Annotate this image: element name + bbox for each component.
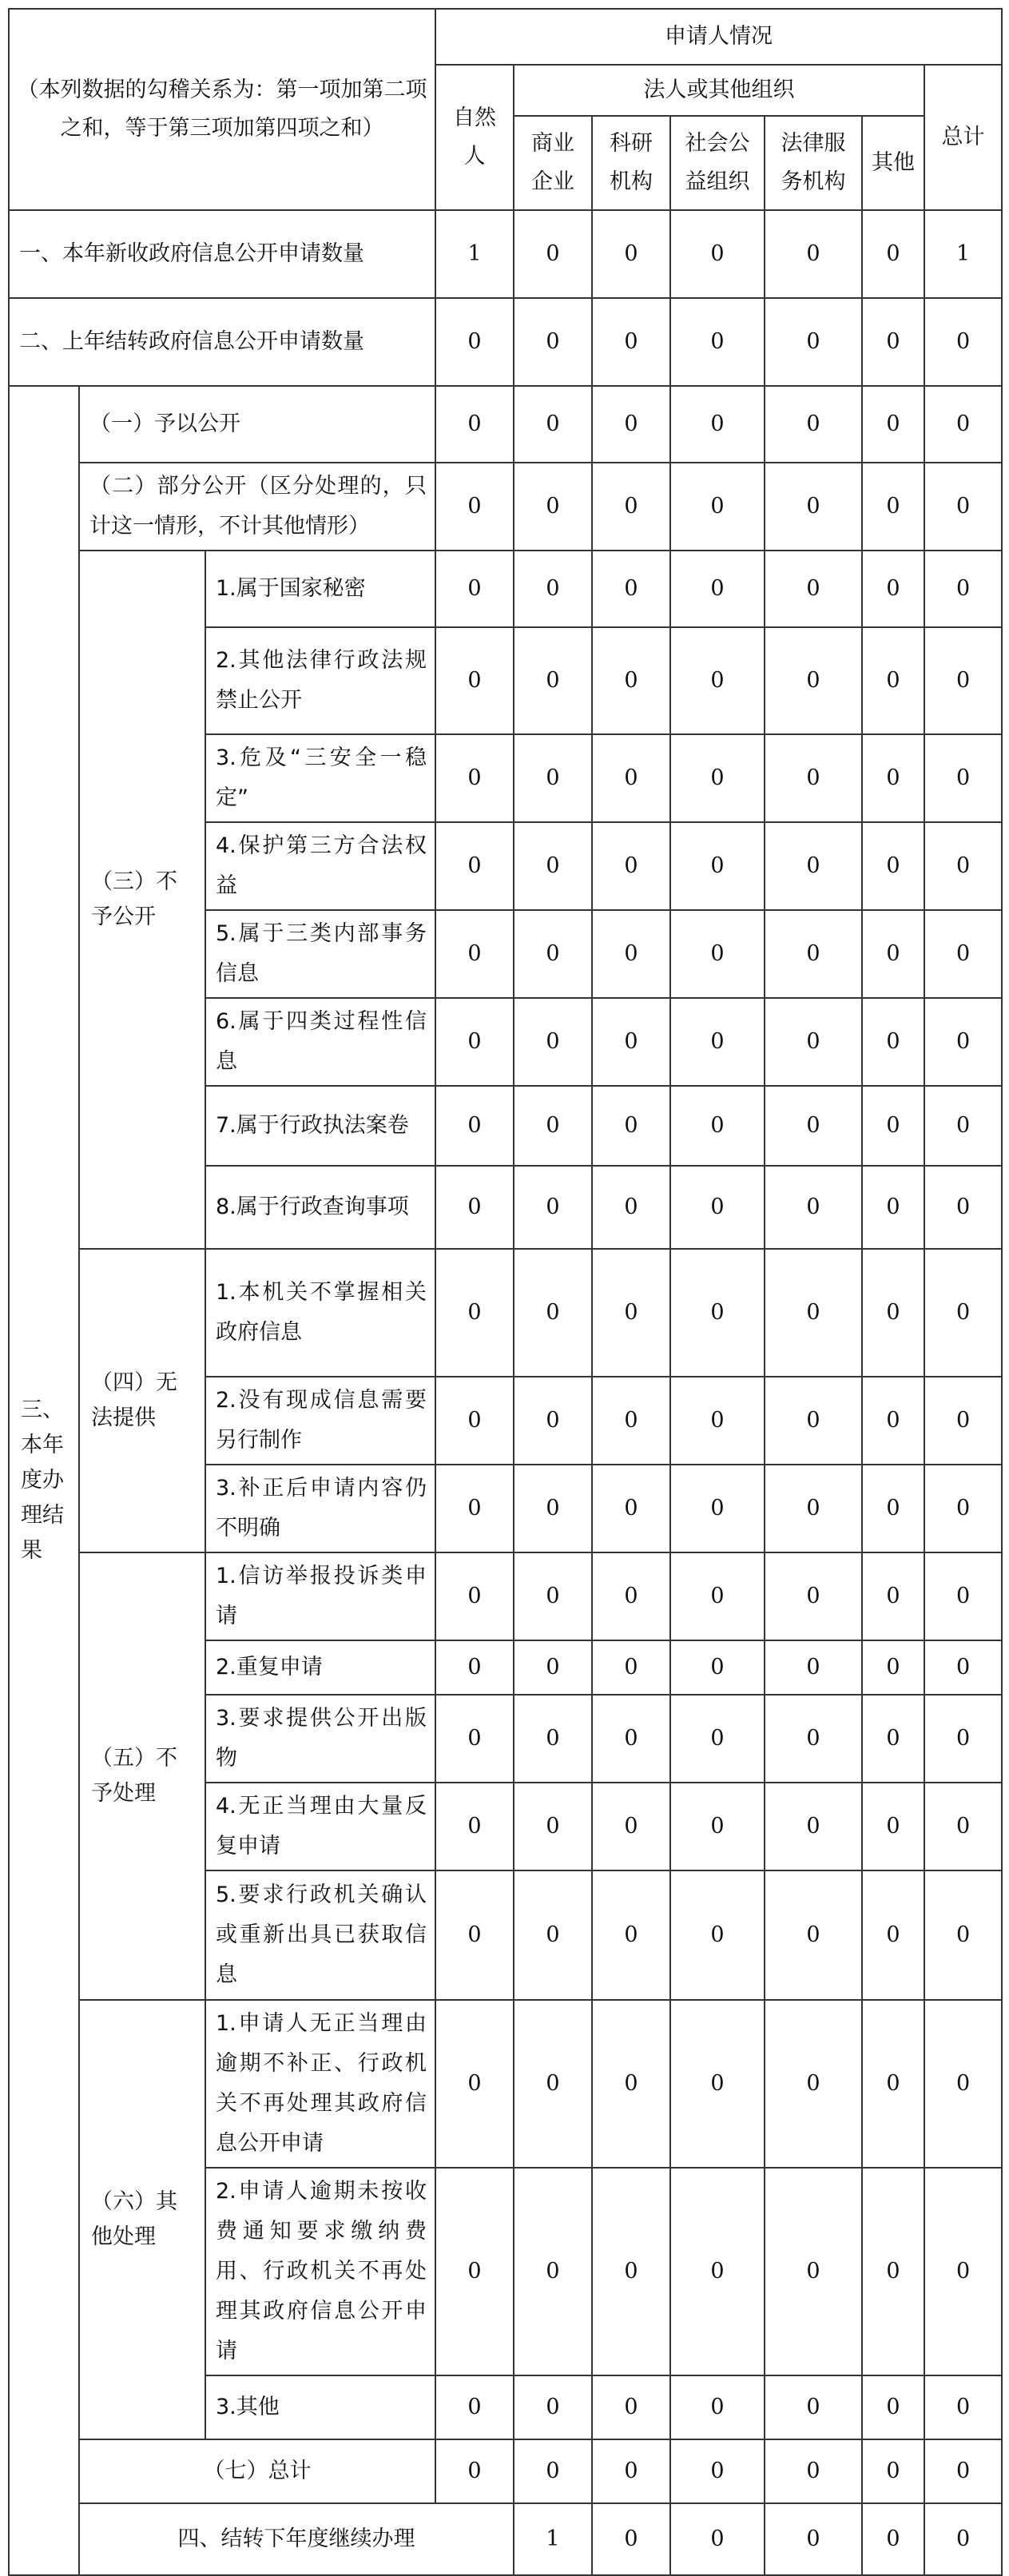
cell-business: 0: [514, 210, 592, 298]
cell-social: 0: [670, 1552, 765, 1640]
cell-research: 0: [592, 910, 670, 998]
cell-other: 0: [862, 1086, 924, 1166]
row-label: 8.属于行政查询事项: [205, 1166, 435, 1249]
cell-other: 0: [862, 1249, 924, 1377]
cell-business: 0: [514, 1086, 592, 1166]
cell-natural-person: 0: [435, 627, 514, 734]
cell-total: 0: [924, 998, 1002, 1086]
cell-legal: 0: [765, 1086, 862, 1166]
row-label: （一）予以公开: [79, 386, 435, 463]
row-label: 2.重复申请: [205, 1640, 435, 1695]
cell-social: 0: [670, 1695, 765, 1783]
cell-research: 0: [592, 1695, 670, 1783]
cell-business: 0: [514, 386, 592, 463]
row-label: 1.申请人无正当理由逾期不补正、行政机关不再处理其政府信息公开申请: [205, 2000, 435, 2168]
cell-research: 0: [592, 1166, 670, 1249]
row-label: 3.其他: [205, 2375, 435, 2439]
cell-social: 0: [670, 2168, 765, 2375]
cell-social: 0: [670, 1249, 765, 1377]
cell-other: 0: [862, 1552, 924, 1640]
header-natural-person: 自然人: [435, 65, 514, 210]
row-label: 1.本机关不掌握相关政府信息: [205, 1249, 435, 1377]
cell-total: 1: [924, 210, 1002, 298]
cell-business: 0: [514, 1640, 592, 1695]
cell-social: 0: [670, 2439, 765, 2503]
cell-natural-person: 0: [435, 1166, 514, 1249]
cell-social: 0: [670, 386, 765, 463]
cell-social: 0: [670, 1640, 765, 1695]
row-label: 2.没有现成信息需要另行制作: [205, 1377, 435, 1465]
cell-legal: 0: [765, 1783, 862, 1870]
cell-research: 0: [592, 734, 670, 822]
cell-natural-person: 0: [435, 1695, 514, 1783]
cell-research: 0: [592, 2168, 670, 2375]
cell-social: 0: [765, 2503, 862, 2575]
government-info-disclosure-table: [8, 8, 1003, 2576]
cell-research: 0: [592, 298, 670, 386]
cell-natural-person: 0: [435, 822, 514, 910]
cell-social: 0: [670, 822, 765, 910]
cell-total: 0: [924, 1783, 1002, 1870]
cell-total: 0: [924, 2439, 1002, 2503]
section-3-label: 三、本年度办理结果: [9, 386, 79, 2575]
table-row: [9, 298, 1002, 386]
cell-other: 0: [862, 1783, 924, 1870]
cell-natural-person: 1: [435, 210, 514, 298]
cell-social: 0: [670, 1166, 765, 1249]
header-social: 社会公益组织: [670, 116, 765, 210]
cell-social: 0: [670, 1465, 765, 1552]
cell-social: 0: [670, 1870, 765, 2000]
cell-business: 0: [514, 1166, 592, 1249]
cell-legal: 0: [765, 298, 862, 386]
cell-legal: 0: [765, 822, 862, 910]
cell-natural-person: 0: [435, 1465, 514, 1552]
cell-natural-person: 0: [435, 1870, 514, 2000]
cell-business: 0: [514, 1695, 592, 1783]
table-row: [9, 1249, 1002, 1377]
cell-other: 0: [862, 2000, 924, 2168]
cell-natural-person: 0: [435, 1249, 514, 1377]
header-other: 其他: [862, 116, 924, 210]
cell-legal: 0: [765, 2000, 862, 2168]
cell-total: 0: [924, 1552, 1002, 1640]
row-label: 3.补正后申请内容仍不明确: [205, 1465, 435, 1552]
cell-other: 0: [862, 463, 924, 551]
cell-research: 0: [592, 1249, 670, 1377]
cell-social: 0: [670, 2000, 765, 2168]
cell-other: 0: [862, 551, 924, 627]
cell-total: 0: [924, 1086, 1002, 1166]
table-row: [9, 386, 1002, 463]
table-row: [9, 551, 1002, 627]
cell-other: 0: [862, 1465, 924, 1552]
row-label: 4.保护第三方合法权益: [205, 822, 435, 910]
cell-legal: 0: [765, 2439, 862, 2503]
row-label: 6.属于四类过程性信息: [205, 998, 435, 1086]
cell-total: 0: [924, 734, 1002, 822]
row-label: 1.属于国家秘密: [205, 551, 435, 627]
cell-research: 0: [592, 210, 670, 298]
cell-social: 0: [670, 1783, 765, 1870]
cell-natural-person: 0: [435, 551, 514, 627]
row-label: 二、上年结转政府信息公开申请数量: [9, 298, 435, 386]
cell-social: 0: [670, 463, 765, 551]
cell-legal: 0: [765, 1552, 862, 1640]
cell-legal: 0: [765, 2168, 862, 2375]
cell-business: 0: [514, 627, 592, 734]
cell-other: 0: [862, 2375, 924, 2439]
cell-natural-person: 0: [435, 1377, 514, 1465]
header-applicant-group: 申请人情况: [435, 9, 1002, 65]
cell-business: 0: [514, 998, 592, 1086]
header-business: 商业企业: [514, 116, 592, 210]
header-research: 科研机构: [592, 116, 670, 210]
cell-legal: 0: [765, 1249, 862, 1377]
cell-other: 0: [862, 998, 924, 1086]
cell-other: 0: [862, 1377, 924, 1465]
cell-natural-person: 0: [435, 1783, 514, 1870]
header-org-group: 法人或其他组织: [514, 65, 924, 116]
cell-total: 0: [924, 1695, 1002, 1783]
row-label: 1.信访举报投诉类申请: [205, 1552, 435, 1640]
cell-other: 0: [862, 2168, 924, 2375]
table-row: [9, 463, 1002, 551]
cell-research: 0: [592, 822, 670, 910]
cell-legal: 0: [765, 1640, 862, 1695]
header-total: 总计: [924, 65, 1002, 210]
cell-business: 0: [514, 734, 592, 822]
cell-social: 0: [670, 1086, 765, 1166]
cell-business: 0: [514, 2439, 592, 2503]
cell-research: 0: [592, 2439, 670, 2503]
cell-business: 0: [592, 2503, 670, 2575]
row-label: 2.申请人逾期未按收费通知要求缴纳费用、行政机关不再处理其政府信息公开申请: [205, 2168, 435, 2375]
cell-total: 0: [924, 1166, 1002, 1249]
cell-total: 0: [924, 551, 1002, 627]
cell-total: 0: [924, 1870, 1002, 2000]
cell-research: 0: [592, 1783, 670, 1870]
cell-legal: 0: [765, 1870, 862, 2000]
cell-total: 0: [924, 1465, 1002, 1552]
cell-social: 0: [670, 298, 765, 386]
cell-other: 0: [862, 386, 924, 463]
cell-research: 0: [592, 386, 670, 463]
cell-natural-person: 0: [435, 998, 514, 1086]
cell-research: 0: [670, 2503, 765, 2575]
cell-research: 0: [592, 551, 670, 627]
cell-other: 0: [862, 298, 924, 386]
cell-research: 0: [592, 2000, 670, 2168]
cell-natural-person: 0: [435, 386, 514, 463]
table-row: [9, 2439, 1002, 2503]
cell-legal: 0: [765, 386, 862, 463]
row-label: 3.要求提供公开出版物: [205, 1695, 435, 1783]
cell-other: 0: [862, 1640, 924, 1695]
cell-legal: 0: [765, 910, 862, 998]
row-label: 3.危及“三安全一稳定”: [205, 734, 435, 822]
cell-business: 0: [514, 910, 592, 998]
cell-natural-person: 0: [435, 2375, 514, 2439]
cell-business: 0: [514, 2000, 592, 2168]
cell-research: 0: [592, 1552, 670, 1640]
cell-social: 0: [670, 998, 765, 1086]
cell-research: 0: [592, 627, 670, 734]
row-label: （二）部分公开（区分处理的，只计这一情形，不计其他情形）: [79, 463, 435, 551]
header-legal: 法律服务机构: [765, 116, 862, 210]
cell-business: 0: [514, 1377, 592, 1465]
cell-business: 0: [514, 1870, 592, 2000]
cell-other: 0: [862, 2439, 924, 2503]
cell-legal: 0: [765, 1695, 862, 1783]
row-label: 5.属于三类内部事务信息: [205, 910, 435, 998]
cell-business: 0: [514, 298, 592, 386]
cell-total: 0: [924, 386, 1002, 463]
row-label: 一、本年新收政府信息公开申请数量: [9, 210, 435, 298]
cell-natural-person: 0: [435, 910, 514, 998]
cell-business: 0: [514, 1249, 592, 1377]
cell-natural-person: 0: [435, 2168, 514, 2375]
cell-legal: 0: [765, 998, 862, 1086]
cell-total: 0: [924, 1249, 1002, 1377]
cell-social: 0: [670, 627, 765, 734]
cell-legal: 0: [765, 1377, 862, 1465]
cell-social: 0: [670, 734, 765, 822]
cell-business: 0: [514, 463, 592, 551]
cell-social: 0: [670, 551, 765, 627]
cell-business: 0: [514, 1465, 592, 1552]
cell-business: 0: [514, 822, 592, 910]
cell-other: 0: [862, 1695, 924, 1783]
cell-natural-person: 0: [435, 463, 514, 551]
cell-legal: 0: [765, 627, 862, 734]
cell-social: 0: [670, 2375, 765, 2439]
cell-total: 0: [924, 2000, 1002, 2168]
cell-research: 0: [592, 1465, 670, 1552]
row-label: （七）总计: [79, 2439, 435, 2503]
cell-other: 0: [862, 1870, 924, 2000]
cell-legal: 0: [765, 1465, 862, 1552]
cell-other: 0: [924, 2503, 1002, 2575]
cell-research: 0: [592, 998, 670, 1086]
group-3-label: （三）不予公开: [79, 551, 205, 1249]
cell-other: 0: [862, 210, 924, 298]
cell-legal: 0: [765, 463, 862, 551]
cell-legal: 0: [765, 551, 862, 627]
cell-business: 0: [514, 2168, 592, 2375]
table-row: [9, 1552, 1002, 1640]
cell-total: 0: [924, 1640, 1002, 1695]
cell-legal: 0: [765, 2375, 862, 2439]
table-row: [9, 2503, 1002, 2575]
cell-total: 0: [924, 2168, 1002, 2375]
cell-other: 0: [862, 734, 924, 822]
header-note: （本列数据的勾稽关系为：第一项加第二项之和，等于第三项加第四项之和）: [9, 9, 435, 210]
table-row: [9, 210, 1002, 298]
cell-natural-person: 0: [435, 734, 514, 822]
cell-social: 0: [670, 210, 765, 298]
cell-research: 0: [592, 1377, 670, 1465]
cell-natural-person: 0: [435, 298, 514, 386]
cell-total: 0: [924, 298, 1002, 386]
group-6-label: （六）其他处理: [79, 2000, 205, 2439]
cell-social: 0: [670, 1377, 765, 1465]
cell-total: 0: [924, 910, 1002, 998]
cell-other: 0: [862, 910, 924, 998]
cell-total: 0: [924, 1377, 1002, 1465]
cell-total: 0: [924, 822, 1002, 910]
cell-social: 0: [670, 910, 765, 998]
cell-business: 0: [514, 551, 592, 627]
cell-natural-person: 1: [514, 2503, 592, 2575]
table-row: [9, 2000, 1002, 2168]
cell-research: 0: [592, 2375, 670, 2439]
row-label: 2.其他法律行政法规禁止公开: [205, 627, 435, 734]
cell-legal: 0: [765, 1166, 862, 1249]
group-5-label: （五）不予处理: [79, 1552, 205, 2000]
cell-natural-person: 0: [435, 1086, 514, 1166]
cell-research: 0: [592, 1870, 670, 2000]
cell-research: 0: [592, 463, 670, 551]
cell-other: 0: [862, 1166, 924, 1249]
cell-business: 0: [514, 1552, 592, 1640]
cell-total: 0: [924, 2375, 1002, 2439]
cell-legal: 0: [862, 2503, 924, 2575]
row-label: 四、结转下年度继续办理: [79, 2503, 514, 2575]
cell-research: 0: [592, 1640, 670, 1695]
cell-business: 0: [514, 2375, 592, 2439]
cell-natural-person: 0: [435, 2000, 514, 2168]
cell-natural-person: 0: [435, 1640, 514, 1695]
cell-total: 0: [924, 463, 1002, 551]
cell-business: 0: [514, 1783, 592, 1870]
cell-legal: 0: [765, 734, 862, 822]
row-label: 7.属于行政执法案卷: [205, 1086, 435, 1166]
row-label: 5.要求行政机关确认或重新出具已获取信息: [205, 1870, 435, 2000]
row-label: 4.无正当理由大量反复申请: [205, 1783, 435, 1870]
cell-total: 0: [924, 627, 1002, 734]
cell-other: 0: [862, 627, 924, 734]
group-4-label: （四）无法提供: [79, 1249, 205, 1552]
cell-other: 0: [862, 822, 924, 910]
cell-research: 0: [592, 1086, 670, 1166]
cell-natural-person: 0: [435, 2439, 514, 2503]
cell-legal: 0: [765, 210, 862, 298]
cell-natural-person: 0: [435, 1552, 514, 1640]
